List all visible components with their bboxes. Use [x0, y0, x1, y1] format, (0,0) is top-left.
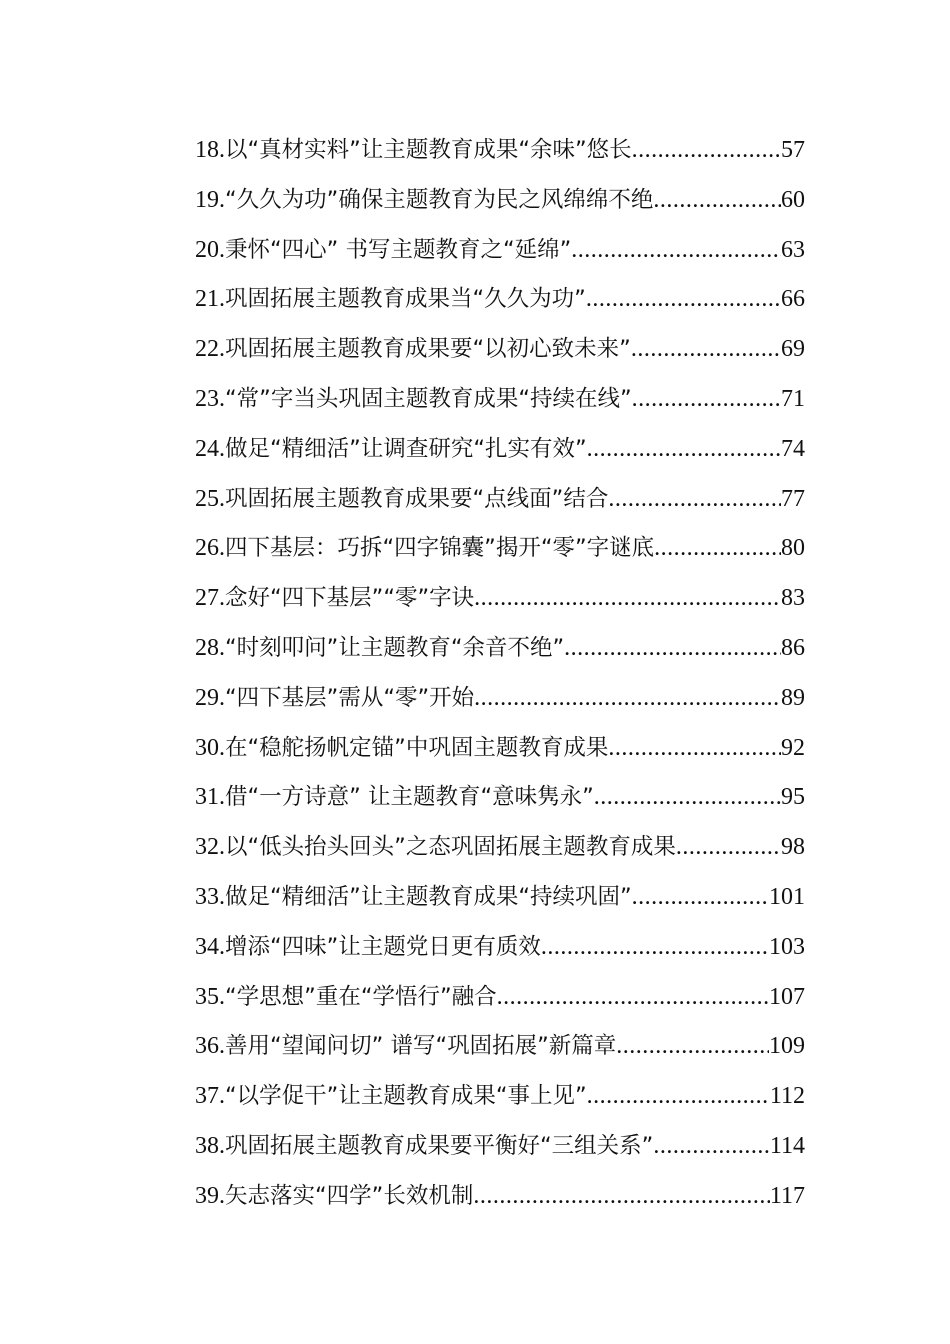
toc-entry-number: 24. [195, 435, 225, 462]
toc-entry-number: 20. [195, 236, 225, 263]
toc-entry-page: 60 [781, 186, 805, 213]
toc-entry-page: 71 [781, 385, 805, 412]
toc-entry-title: “学思想”重在“学悟行”融合 [225, 983, 497, 1010]
toc-entry[interactable] [195, 1122, 805, 1172]
toc-entry-number: 25. [195, 485, 225, 512]
toc-entry-number: 21. [195, 286, 225, 313]
toc-entry-number: 37. [195, 1083, 225, 1110]
toc-entry-number: 23. [195, 385, 225, 412]
toc-dot-leader [587, 1072, 770, 1122]
toc-entry-title: 念好“四下基层”“零”字诀 [225, 585, 475, 612]
toc-entry-number: 31. [195, 784, 225, 811]
toc-entry[interactable] [195, 375, 805, 425]
toc-dot-leader [473, 1172, 770, 1222]
toc-entry-page: 69 [781, 336, 805, 363]
toc-entry[interactable] [195, 773, 805, 823]
toc-entry-page: 57 [781, 137, 805, 163]
toc-entry[interactable] [195, 873, 805, 923]
toc-dot-leader [632, 375, 781, 425]
toc-dot-leader [474, 574, 781, 624]
toc-dot-leader [616, 1022, 769, 1072]
toc-entry-page: 66 [781, 286, 805, 313]
toc-entry-number: 39. [195, 1182, 225, 1209]
toc-entry-title: “四下基层”需从“零”开始 [225, 684, 475, 711]
toc-entry-page: 80 [781, 535, 805, 562]
toc-entry-title: 巩固拓展主题教育成果要平衡好“三组关系” [225, 1132, 654, 1159]
toc-entry-page: 109 [769, 1033, 805, 1060]
toc-entry-title: “常”字当头巩固主题教育成果“持续在线” [225, 385, 632, 412]
toc-entry-page: 101 [769, 883, 805, 910]
toc-entry-number: 18. [195, 137, 225, 163]
toc-dot-leader [474, 674, 781, 724]
toc-entry[interactable] [195, 126, 805, 176]
toc-dot-leader [564, 624, 781, 674]
toc-dot-leader [653, 1122, 770, 1172]
toc-entry[interactable] [195, 574, 805, 624]
toc-entry[interactable] [195, 475, 805, 525]
toc-entry-title: 矢志落实“四学”长效机制 [225, 1182, 474, 1209]
toc-entry[interactable] [195, 1022, 805, 1072]
toc-entry[interactable] [195, 1172, 805, 1222]
toc-entry-page: 83 [781, 585, 805, 612]
toc-entry-title: 以“真材实料”让主题教育成果“余味”悠长 [225, 137, 632, 163]
table-of-contents [195, 126, 805, 1222]
toc-dot-leader [571, 226, 781, 276]
toc-entry-page: 114 [769, 1132, 805, 1159]
toc-entry-title: 巩固拓展主题教育成果要“点线面”结合 [225, 485, 609, 512]
toc-entry-number: 33. [195, 883, 225, 910]
toc-entry-number: 38. [195, 1132, 225, 1159]
toc-entry-page: 74 [781, 435, 805, 462]
toc-entry-page: 92 [781, 734, 805, 761]
toc-entry-title: “以学促干”让主题教育成果“事上见” [225, 1083, 587, 1110]
toc-entry-number: 29. [195, 684, 225, 711]
toc-entry-number: 22. [195, 336, 225, 363]
toc-entry-title: 在“稳舵扬帆定锚”中巩固主题教育成果 [225, 734, 609, 761]
toc-entry-number: 27. [195, 585, 225, 612]
toc-entry[interactable] [195, 923, 805, 973]
toc-entry-page: 77 [781, 485, 805, 512]
toc-entry-title: 巩固拓展主题教育成果当“久久为功” [225, 286, 586, 313]
toc-entry[interactable] [195, 226, 805, 276]
toc-dot-leader [541, 923, 769, 973]
toc-dot-leader [632, 126, 781, 176]
toc-entry-number: 32. [195, 834, 225, 861]
toc-entry-page: 112 [769, 1083, 805, 1110]
toc-entry-page: 89 [781, 684, 805, 711]
toc-entry-page: 98 [781, 834, 805, 861]
toc-entry[interactable] [195, 425, 805, 475]
toc-entry[interactable] [195, 524, 805, 574]
toc-dot-leader [653, 176, 781, 226]
toc-dot-leader [654, 524, 781, 574]
toc-entry-title: 借“一方诗意” 让主题教育“意味隽永” [225, 784, 594, 811]
toc-dot-leader [594, 773, 781, 823]
toc-dot-leader [632, 873, 769, 923]
toc-entry[interactable] [195, 624, 805, 674]
toc-entry[interactable] [195, 724, 805, 774]
toc-entry[interactable] [195, 1072, 805, 1122]
toc-entry[interactable] [195, 823, 805, 873]
toc-dot-leader [608, 724, 781, 774]
toc-entry-title: “时刻叩问”让主题教育“余音不绝” [225, 634, 565, 661]
toc-entry-number: 28. [195, 634, 225, 661]
toc-entry-number: 19. [195, 186, 225, 213]
toc-entry-page: 117 [769, 1182, 805, 1209]
toc-entry-number: 30. [195, 734, 225, 761]
toc-entry-number: 36. [195, 1033, 225, 1060]
toc-entry-page: 86 [781, 634, 805, 661]
toc-entry-page: 63 [781, 236, 805, 263]
toc-dot-leader [676, 823, 781, 873]
toc-entry[interactable] [195, 973, 805, 1023]
toc-entry-number: 34. [195, 933, 225, 960]
toc-entry[interactable] [195, 325, 805, 375]
toc-dot-leader [587, 425, 781, 475]
toc-entry-title: 秉怀“四心” 书写主题教育之“延绵” [225, 236, 572, 263]
toc-dot-leader [631, 325, 781, 375]
toc-entry[interactable] [195, 176, 805, 226]
toc-entry-title: 善用“望闻问切” 谱写“巩固拓展”新篇章 [225, 1033, 617, 1060]
toc-dot-leader [608, 475, 781, 525]
toc-entry-page: 107 [769, 983, 805, 1010]
toc-dot-leader [586, 275, 781, 325]
toc-entry-title: 做足“精细活”让主题教育成果“持续巩固” [225, 883, 632, 910]
toc-entry-page: 103 [769, 933, 805, 960]
toc-entry-title: 增添“四味”让主题党日更有质效 [225, 933, 541, 960]
toc-entry-page: 95 [781, 784, 805, 811]
toc-entry[interactable] [195, 674, 805, 724]
toc-entry-number: 26. [195, 535, 225, 562]
toc-entry-number: 35. [195, 983, 225, 1010]
toc-entry-title: 巩固拓展主题教育成果要“以初心致未来” [225, 336, 631, 363]
toc-entry-title: 四下基层：巧拆“四字锦囊”揭开“零”字谜底 [225, 535, 655, 562]
toc-entry-title: 做足“精细活”让调查研究“扎实有效” [225, 435, 587, 462]
toc-entry[interactable] [195, 275, 805, 325]
toc-dot-leader [497, 973, 769, 1023]
toc-entry-title: “久久为功”确保主题教育为民之风绵绵不绝 [225, 186, 654, 213]
toc-entry-title: 以“低头抬头回头”之态巩固拓展主题教育成果 [225, 834, 676, 861]
